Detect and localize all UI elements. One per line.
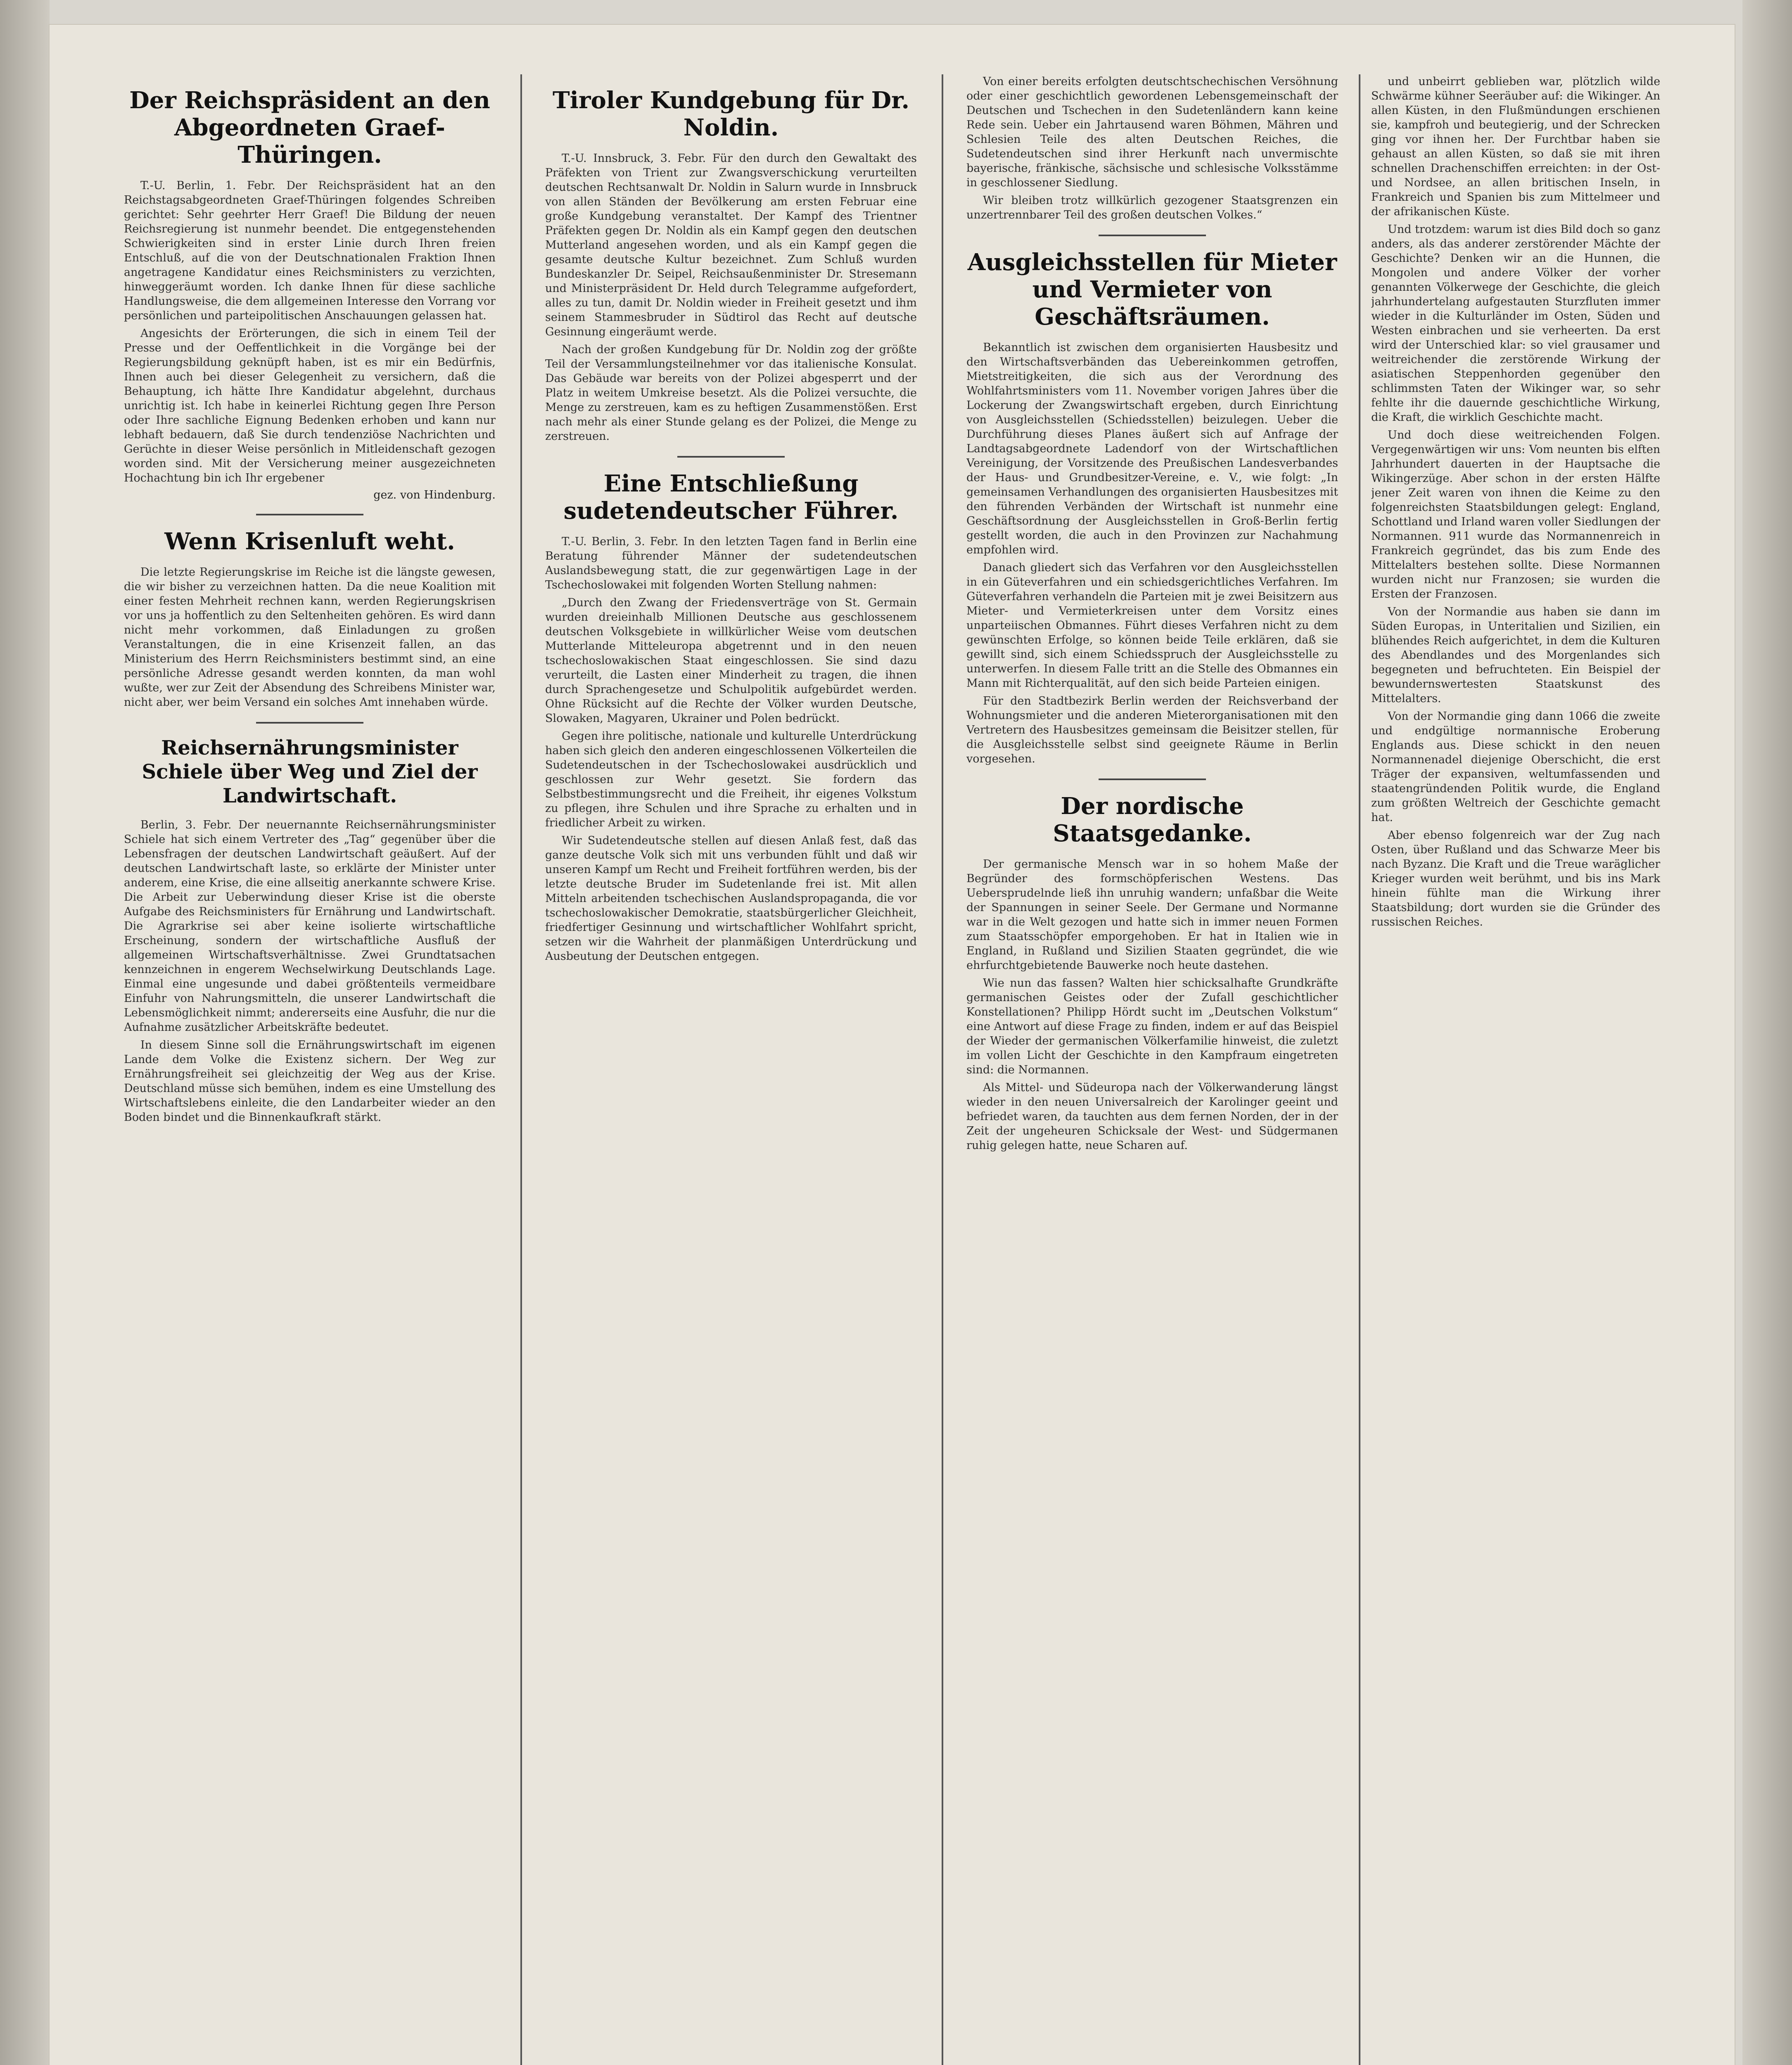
- article-paragraph: „Durch den Zwang der Friedensverträge von St. Germain wurden dreieinhalb Millionen Deutsche aus geschlossenem deutschen Volksgebiete in willkürlicher Weise vom deutschen Mutterlande Mitteleuropa abgetrennt und in den neuen tschechoslowakischen Staat eingeschlossen. Sie sind dazu verurteilt, die Lasten einer Minderheit zu tragen, die ihnen durch Sprachengesetze und Schulpolitik aufgebürdet werden. Ohne Rücksicht auf die Rechte der Völker wurden Deutsche, Slowaken, Magyaren, Ukrainer und Polen bedrückt.: [545, 596, 917, 725]
- article-paragraph: Nach der großen Kundgebung für Dr. Noldin zog der größte Teil der Versammlungsteilnehmer vor das italienische Konsulat. Das Gebäude war bereits von der Polizei abgesperrt und der Platz in weitem Umkreise besetzt. Als die Polizei versuchte, die Menge zu zerstreuen, kam es zu heftigen Zusammenstößen. Erst nach mehr als einer Stunde gelang es der Polizei, die Menge zu zerstreuen.: [545, 343, 917, 443]
- signature: gez. von Hindenburg.: [373, 489, 496, 501]
- headline-krisenluft: Wenn Krisenluft weht.: [164, 528, 455, 555]
- headline-reichspraesident: Der Reichspräsident an den Abgeordneten Graef-Thüringen.: [129, 87, 490, 169]
- scan-left-band: [0, 0, 50, 2065]
- article-paragraph: Danach gliedert sich das Verfahren vor den Ausgleichsstellen in ein Güteverfahren und ein schiedsgerichtliches Verfahren. Im Güteverfahren verhandeln die Parteien mit je zwei Beisitzern aus Mieter- und Vermieterkreisen unter dem Vorsitz eines unparteiischen Obmannes. Führt dieses Verfahren nicht zu dem gewünschten Erfolge, so können beide Teile erklären, daß sie gewillt sind, sich einem Schiedsspruch der Ausgleichsstelle zu unterwerfen. In diesem Falle tritt an die Stelle des Obmannes ein Mann mit Richterqualität, auf den sich beide Parteien einigen.: [966, 561, 1338, 690]
- column-4: [1371, 74, 1660, 2065]
- headline-sudetendeutsche: Eine Entschließung sudetendeutscher Führer.: [563, 470, 899, 525]
- article-paragraph: T.-U. Innsbruck, 3. Febr. Für den durch den Gewaltakt des Präfekten von Trient zur Zwangsverschickung verurteilten deutschen Rechtsanwalt Dr. Noldin in Salurn wurde in Innsbruck von allen Ständen der Bevölkerung am ersten Februar eine große Kundgebung veranstaltet. Der Kampf des Trientner Präfekten gegen Dr. Noldin als ein Kampf gegen den deutschen Mutterland angesehen worden, und als ein Kampf gegen die gesamte deutsche Kultur bezeichnet. Zum Schluß wurden Bundeskanzler Dr. Seipel, Reichsaußenminister Dr. Stresemann und Ministerpräsident Dr. Held durch Telegramme aufgefordert, alles zu tun, damit Dr. Noldin wieder in Freiheit gesetzt und ihm seinem Stammesbruder in Südtirol das Recht auf deutsche Gesinnung eingeräumt werde.: [545, 152, 917, 338]
- article-paragraph: Wir Sudetendeutsche stellen auf diesen Anlaß fest, daß das ganze deutsche Volk sich mit uns verbunden fühlt und daß wir unseren Kampf um Recht und Freiheit fortführen werden, bis der letzte deutsche Bruder im Sudetenlande frei ist. Mit allen Mitteln arbeitenden tschechischen Auslandspropaganda, die vor tschechoslowakischer Demokratie, staatsbürgerlicher Gleichheit, friedfertiger Gesinnung und wirtschaftlicher Wohlfahrt spricht, setzen wir die Wahrheit der planmäßigen Unterdrückung und Ausbeutung der Deutschen entgegen.: [545, 834, 917, 963]
- column-1: [124, 74, 496, 2065]
- article-paragraph: T.-U. Berlin, 3. Febr. In den letzten Tagen fand in Berlin eine Beratung führender Männer der sudetendeutschen Auslandsbewegung statt, die zur gegenwärtigen Lage in der Tschechoslowakei mit folgenden Worten Stellung nahmen:: [545, 535, 917, 591]
- article-paragraph: Wir bleiben trotz willkürlich gezogener Staatsgrenzen ein unzertrennbarer Teil des großen deutschen Volkes.“: [966, 194, 1338, 221]
- upper-section: [124, 74, 1363, 2065]
- separator: [677, 456, 785, 458]
- headline-tiroler-kundgebung: Tiroler Kundgebung für Dr. Noldin.: [553, 87, 909, 141]
- column-3: [966, 74, 1338, 2065]
- article-paragraph: Berlin, 3. Febr. Der neuernannte Reichsernährungsminister Schiele hat sich einem Vertreter des „Tag“ gegenüber über die Lebensfragen der deutschen Landwirtschaft geäußert. Auf der deutschen Landwirtschaft laste, so erklärte der Minister unter anderem, eine Krise, die eine allseitig anerkannte schwere Krise. Die Arbeit zur Ueberwindung dieser Krise ist die oberste Aufgabe des Reichsministers für Ernährung und Landwirtschaft. Die Agrarkrise sei aber keine isolierte wirtschaftliche Erscheinung, sondern der wirtschaftliche Ausfluß der allgemeinen Wirtschaftsverhältnisse. Zwei Grundtatsachen kennzeichnen in engerem Wechselwirkung Deutschlands Lage. Einmal eine ungesunde und dabei größtenteils vermeidbare Einfuhr von Nahrungsmitteln, die unserer Landwirtschaft die Lebensmöglichkeit nimmt; andererseits eine Ausfuhr, die nur die Aufnahme zusätzlicher Arbeitskräfte bedeutet.: [124, 819, 496, 1034]
- column-rule: [520, 74, 522, 2065]
- separator: [1099, 779, 1206, 780]
- article-paragraph: Für den Stadtbezirk Berlin werden der Reichsverband der Wohnungsmieter und die anderen Mieterorganisationen mit den Vertretern des Hausbesitzes gemeinsam die Beisitzer stellen, für die Ausgleichsstelle selbst sind geeignete Räume in Berlin vorgesehen.: [966, 695, 1338, 765]
- column-2: [545, 74, 917, 2065]
- article-paragraph: In diesem Sinne soll die Ernährungswirtschaft im eigenen Lande dem Volke die Existenz sichern. Der Weg zur Ernährungsfreiheit sei gleichzeitig der Weg aus der Krise. Deutschland müsse sich bemühen, indem es eine Umstellung des Wirtschaftslebens einleite, die den Landarbeiter wieder an den Boden bindet und die Binnenkaufkraft stärkt.: [124, 1039, 496, 1124]
- article-paragraph: Die letzte Regierungskrise im Reiche ist die längste gewesen, die wir bisher zu verzeichnen hatten. Da die neue Koalition mit einer festen Mehrheit rechnen kann, werden Regierungskrisen vor uns ja hoffentlich zu den Seltenheiten gehören. Es wird dann nicht mehr vorkommen, daß Einladungen zu großen Veranstaltungen, die in eine Krisenzeit fallen, an das Ministerium des Herrn Reichsministers bestimmt sind, an eine persönliche Adresse gesandt werden konnten, da man wohl wußte, wer zur Zeit der Absendung des Schreibens Minister war, nicht aber, wer beim Versand ein solches Amt innehaben würde.: [124, 566, 496, 709]
- column-rule: [942, 74, 943, 2065]
- headline-schiele: Reichsernährungsminister Schiele über Weg und Ziel der Landwirtschaft.: [142, 736, 478, 807]
- article-paragraph: Wie nun das fassen? Walten hier schicksalhafte Grundkräfte germanischen Geistes oder der Zufall geschichtlicher Konstellationen? Philipp Hördt sucht im „Deutschen Volkstum“ eine Antwort auf diese Frage zu finden, indem er auf das Beispiel der Wieder der germanischen Völkerfamilie hinweist, die zuletzt im vollen Licht der Geschichte in den Kampfraum eingetreten sind: die Normannen.: [966, 977, 1338, 1076]
- article-paragraph: Der germanische Mensch war in so hohem Maße der Begründer des formschöpferischen Westens. Das Uebersprudelnde ließ ihn unruhig wandern; unfaßbar die Weite der Spannungen in seiner Seele. Der Germane und Normanne war in die Welt gezogen und hatte sich in immer neuen Formen zum Staatsschöpfer emporgehoben. Er hat in Italien wie in England, in Rußland und Sizilien Staaten gegründet, die wie ehrfurchtgebietende Bauwerke noch heute dastehen.: [966, 858, 1338, 972]
- headline-nordische-staatsgedanke: Der nordische Staatsgedanke.: [1053, 793, 1252, 847]
- separator: [256, 514, 363, 515]
- headline-ausgleichsstellen: Ausgleichsstellen für Mieter und Vermieter von Geschäftsräumen.: [967, 249, 1337, 330]
- separator: [1099, 235, 1206, 236]
- article-paragraph: und unbeirrt geblieben war, plötzlich wilde Schwärme kühner Seeräuber auf: die Wikinger. An allen Küsten, in den Flußmündungen erschienen sie, kampfroh und beutegierig, und der Schrecken ging vor ihnen her. Der Furchtbar haben sie gehaust an allen Küsten, so daß sie mit ihren schnellen Drachenschiffen erreichten: in der Ost- und Nordsee, an allen britischen Inseln, in Frankreich und Spanien bis zum Mittelmeer und der afrikanischen Küste.: [1371, 75, 1660, 218]
- article-paragraph: Von der Normandie ging dann 1066 die zweite und endgültige normannische Eroberung Englands aus. Diese schickt in den neuen Normannenadel diejenige Oberschicht, die erst Träger der expansiven, weltumfassenden und staatengründenden Politik wurde, die England zum größten Weltreich der Geschichte gemacht hat.: [1371, 710, 1660, 824]
- article-paragraph: Aber ebenso folgenreich war der Zug nach Osten, über Rußland und das Schwarze Meer bis nach Byzanz. Die Kraft und die Treue waräglicher Krieger wurden weit berühmt, und bis ins Mark hinein fühlte man die Wirkung ihrer Staatsbildung; dort wurden sie die Gründer des russischen Reiches.: [1371, 829, 1660, 928]
- article-paragraph: Bekanntlich ist zwischen dem organisierten Hausbesitz und den Wirtschaftsverbänden das Uebereinkommen getroffen, Mietstreitigkeiten, die sich aus der Verordnung des Wohlfahrtsministers vom 11. November vorigen Jahres über die Lockerung der Zwangswirtschaft ergeben, durch Einrichtung von Ausgleichsstellen (Schiedsstellen) beizulegen. Ueber die Durchführung dieses Planes äußert sich auf Anfrage der Landtagsabgeordnete Ladendorf von der Wirtschaftlichen Vereinigung, der Vorsitzende des Preußischen Landesverbandes der Haus- und Grundbesitzer-Vereine, e. V., wie folgt: „In gemeinsamen Verhandlungen des organisierten Hausbesitzes mit den führenden Verbänden der Wirtschaft ist nunmehr eine Geschäftsordnung der Ausgleichsstellen in Groß-Berlin fertig gestellt worden, die auch in den Provinzen zur Nachahmung empfohlen wird.: [966, 341, 1338, 556]
- article-paragraph: Und trotzdem: warum ist dies Bild doch so ganz anders, als das anderer zerstörender Mächte der Geschichte? Denken wir an die Hunnen, die Mongolen und andere Völker der vorher genannten Völkerwege der Geschichte, die gleich jahrhundertelang aufgestauten Sturzfluten immer wieder in die Kulturländer im Osten, Süden und Westen einbrachen und sie verheerten. Da erst wird der Unterschied klar: so viel grausamer und weitreichender die zerstörende Wirkung der asiatischen Steppenhorden gegenüber den schlimmsten Taten der Wikinger war, so sehr fehlte ihr die dauernde geschichtliche Wirkung, die Kraft, die wirklich Geschichte macht.: [1371, 223, 1660, 424]
- article-paragraph: Und doch diese weitreichenden Folgen. Vergegenwärtigen wir uns: Vom neunten bis elften Jahrhundert dauerten in der Hauptsache die Wikingerzüge. Aber schon in der ersten Hälfte jener Zeit waren von ihnen die Keime zu den folgenreichsten Staatsbildungen gelegt: England, Schottland und Irland waren voller Siedlungen der Normannen. 911 wurde das Normannenreich in Frankreich gegründet, das bis zum Ende des Mittelalters bestehen sollte. Diese Normannen wurden nicht nur Franzosen; sie wurden die Ersten der Franzosen.: [1371, 429, 1660, 601]
- article-paragraph: Von einer bereits erfolgten deutschtschechischen Versöhnung oder einer geschichtlich gewordenen Lebensgemeinschaft der Deutschen und Tschechen in den Sudetenländern kann keine Rede sein. Ueber ein Jahrtausend waren Böhmen, Mähren und Schlesien Teile des alten Deutschen Reiches, die Sudetendeutschen sind ihrer Herkunft nach unvermischte bayerische, fränkische, sächsische und schlesische Volksstämme in geschlossener Siedlung.: [966, 75, 1338, 189]
- article-paragraph: Von der Normandie aus haben sie dann im Süden Europas, in Unteritalien und Sizilien, ein blühendes Reich aufgerichtet, in dem die Kulturen des Abendlandes und des Morgenlandes sich begegneten und befruchteten. Ein Beispiel der bewundernswertesten Staatskunst des Mittelalters.: [1371, 605, 1660, 705]
- article-paragraph: Gegen ihre politische, nationale und kulturelle Unterdrückung haben sich gleich den anderen eingeschlossenen Völkerteilen die Sudetendeutschen in der Tschechoslowakei ausdrücklich und geschlossen zur Wehr gesetzt. Sie fordern das Selbstbestimmungsrecht und die Freiheit, ihr eigenes Volkstum zu pflegen, ihre Schulen und ihre Sprache zu erhalten und in friedlicher Arbeit zu wirken.: [545, 730, 917, 829]
- page-edge: [1742, 0, 1792, 2065]
- article-paragraph: Angesichts der Erörterungen, die sich in einem Teil der Presse und der Oeffentlichkeit in die Vorgänge bei der Regierungsbildung geknüpft haben, ist es mir ein Bedürfnis, Ihnen auch bei dieser Gelegenheit zu versichern, daß die Behauptung, ich hätte Ihre Kandidatur abgelehnt, durchaus unrichtig ist. Ich habe in keinerlei Richtung gegen Ihre Person oder Ihre sachliche Eignung Bedenken erhoben und kann nur lebhaft bedauern, daß Sie durch tendenziöse Nachrichten und Gerüchte in dieser Weise persönlich in Mitleidenschaft gezogen worden sind. Mit der Versicherung meiner ausgezeichneten Hochachtung bin ich Ihr ergebener: [124, 327, 496, 484]
- column-rule: [1359, 74, 1360, 2065]
- article-paragraph: T.-U. Berlin, 1. Febr. Der Reichspräsident hat an den Reichstagsabgeordneten Graef-Thüringen folgendes Schreiben gerichtet: Sehr geehrter Herr Graef! Die Bildung der neuen Reichsregierung ist nunmehr beendet. Die entgegenstehenden Schwierigkeiten sind in erster Linie durch Ihren freien Entschluß, auf die von der Deutschnationalen Fraktion Ihnen angetragene Kandidatur eines Reichsministers zu verzichten, hinweggeräumt worden. Ich danke Ihnen für diese sachliche Handlungsweise, die dem allgemeinen Interesse den Vorrang vor persönlichen und parteipolitischen Anschauungen gelassen hat.: [124, 179, 496, 322]
- separator: [256, 722, 363, 724]
- article-paragraph: Als Mittel- und Südeuropa nach der Völkerwanderung längst wieder in den neuen Universalreich der Karolinger geeint und befriedet waren, da tauchten aus dem fernen Norden, der in der Zeit der ungeheuren Schicksale der West- und Südgermanen ruhig gelegen hatte, neue Scharen auf.: [966, 1081, 1338, 1152]
